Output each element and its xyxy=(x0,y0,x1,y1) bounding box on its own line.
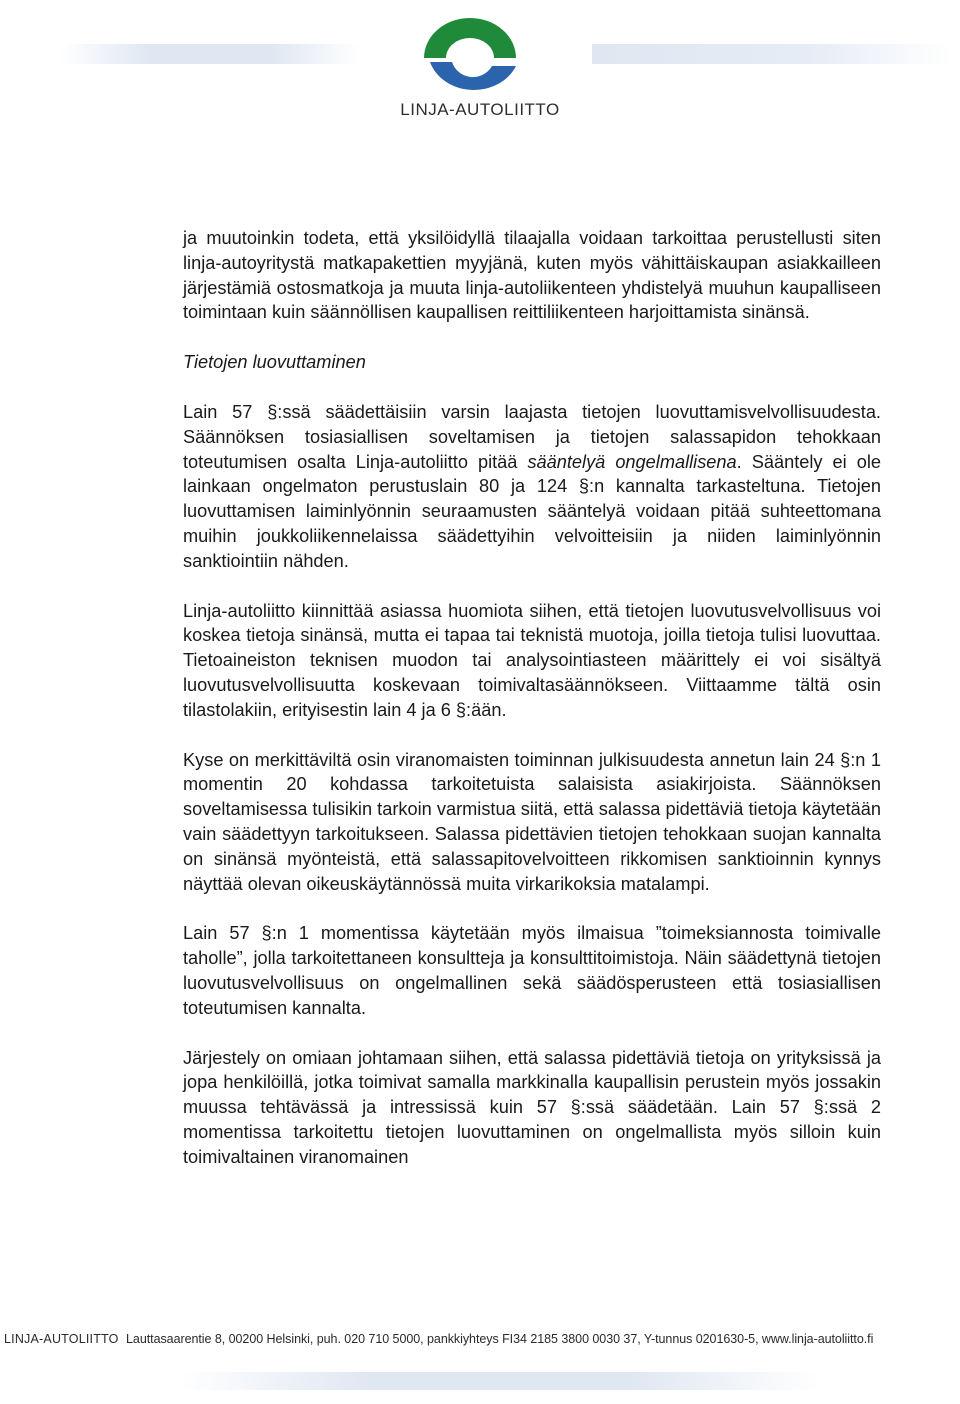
paragraph-2 xyxy=(183,400,881,574)
linja-autoliitto-logo xyxy=(400,6,540,106)
paragraph-1: ja muutoinkin todeta, että yksilöidyllä tilaajalla voidaan tarkoittaa perustellusti siten linja-autoyritystä matkapakettien myyjänä, kuten myös vähittäiskaupan asiakkailleen järjestämiä ostosmatkoja ja muuta linja-autoliikenteen yhdistelyä muuhun kaupalliseen toimintaan kuin säännöllisen kaupallisen reittiliikenteen harjoittamista sinänsä. xyxy=(183,228,881,323)
logo-blue-arc xyxy=(430,62,516,90)
section-heading: Tietojen luovuttaminen xyxy=(183,352,366,373)
paragraph-6: Järjestely on omiaan johtamaan siihen, että salassa pidettäviä tietoja on yrityksissä ja jopa henkilöillä, jotka toimivat samalla markkinalla kaupallisin perustein myös jossakin muussa tehtävässä ja intressissä kuin 57 §:ssä säädetään. Lain 57 §:ssä 2 momentissa tarkoitettu tietojen luovuttaminen on ongelmallista myös silloin kuin toimivaltainen viranomainen xyxy=(183,1047,881,1167)
logo-green-arc xyxy=(424,18,516,58)
logo-text: LINJA-AUTOLIITTO xyxy=(400,100,560,119)
footer-info: Lauttasaarentie 8, 00200 Helsinki, puh. 020 710 5000, pankkiyhteys FI34 2185 3800 0030 37, Y-tunnus 0201630-5, www.linja-autoliitto.fi xyxy=(126,1332,874,1346)
paragraph-2-start: Lain 57 §:ssä säädettäisiin varsin laajasta tietojen luovuttamisvelvollisuudesta. Säännöksen tosiasiallisen soveltamisen ja tietojen salassapidon tehokkaan toteutumisen osalta Linja-autoliitto pitää xyxy=(183,401,881,472)
header-band-right xyxy=(592,44,952,64)
paragraph-2-emphasis: sääntelyä ongelmallisena xyxy=(527,451,737,472)
footer xyxy=(0,1332,960,1346)
paragraph-3: Linja-autoliitto kiinnittää asiassa huomiota siihen, että tietojen luovutusvelvollisuus voi koskea tietoja sinänsä, mutta ei tapaa tai teknistä muotoja, joilla tietoja tulisi luovuttaa. Tietoaineiston teknisen muodon tai analysointiasteen määrittely ei voi sisältyä luovutusvelvollisuutta koskevaan toimivaltasäännökseen. Viittaamme tältä osin tilastolakiin, erityisestin lain 4 ja 6 §:ään. xyxy=(183,600,881,720)
paragraph-2-end: . Sääntely ei ole lainkaan ongelmaton perustuslain 80 ja 124 §:n kannalta tarkasteltuna. Tietojen luovuttamisen laiminlyönnin seuraamusten sääntelyä voidaan pitää suhteettomana muihin joukkoliikennelaissa säädettyihin velvoitteisiin ja niiden laiminlyönnin sanktiointiin nähden. xyxy=(183,451,881,571)
paragraph-5: Lain 57 §:n 1 momentissa käytetään myös ilmaisua ”toimeksiannosta toimivalle taholle”, jolla tarkoitettaneen konsultteja ja konsulttitoimistoja. Näin säädettynä tietojen luovutusvelvollisuus on ongelmallinen sekä säädösperusteen että tosiasiallisen toteutumisen kannalta. xyxy=(183,923,881,1018)
document-body xyxy=(183,226,881,1195)
header-band-left xyxy=(60,44,360,64)
paragraph-4: Kyse on merkittäviltä osin viranomaisten toiminnan julkisuudesta annetun lain 24 §:n 1 momentin 20 kohdassa tarkoitetuista salaisista asiakirjoista. Säännöksen soveltamisessa tulisikin tarkoin varmistua siitä, että salassa pidettäviä tietoja käytetään vain säädettyyn tarkoitukseen. Salassa pidettävien tietojen tehokkaan suojan kannalta on sinänsä myönteistä, että salassapitovelvoitteen rikkomisen sanktioinnin kynnys näyttää olevan oikeuskäytännössä muita virkarikoksia matalampi. xyxy=(183,749,881,894)
footer-brand: LINJA-AUTOLIITTO xyxy=(4,1332,119,1346)
footer-band xyxy=(180,1372,820,1390)
